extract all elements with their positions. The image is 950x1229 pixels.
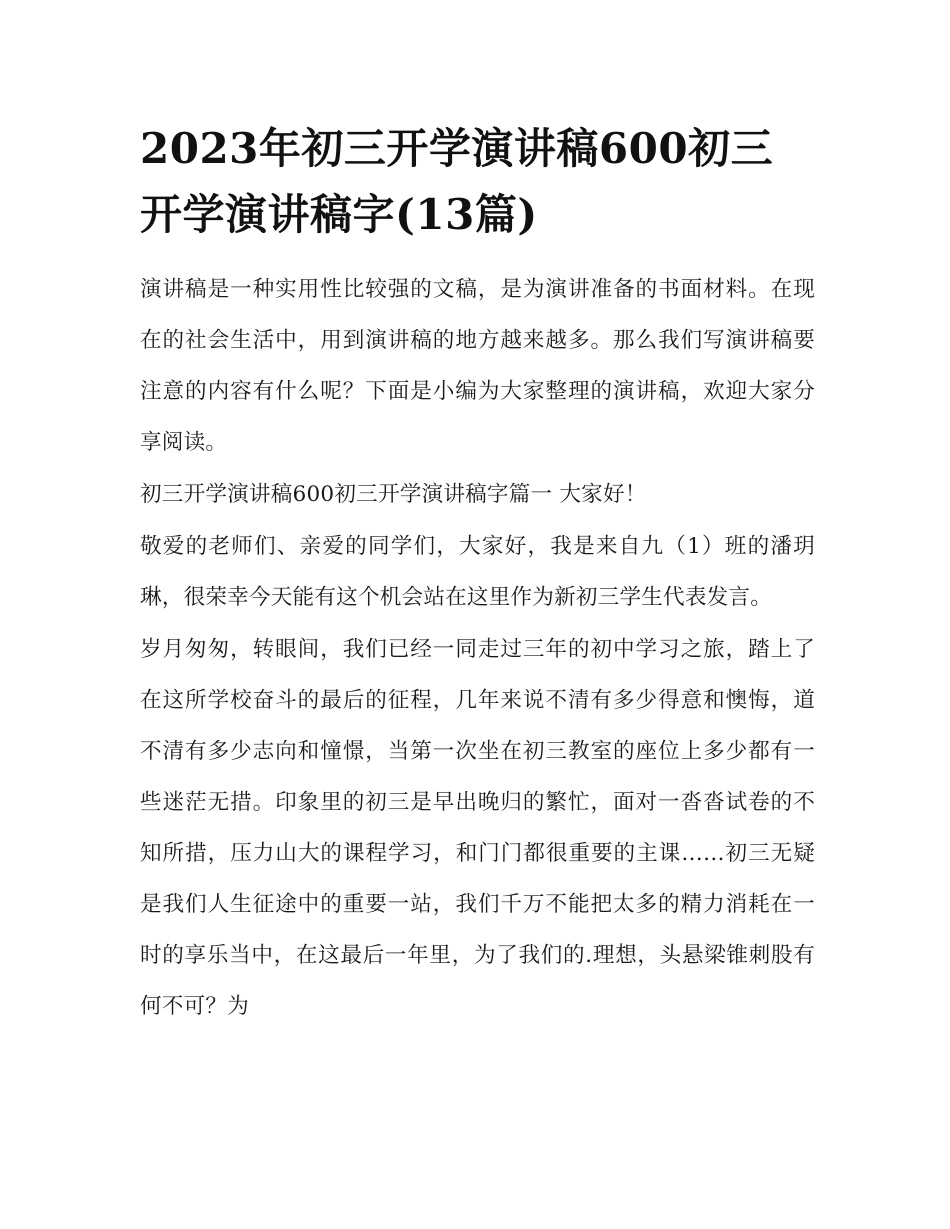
paragraph-section-heading: 初三开学演讲稿600初三开学演讲稿字篇一 大家好！ (140, 482, 647, 507)
paragraph-body: 岁月匆匆，转眼间，我们已经一同走过三年的初中学习之旅，踏上了在这所学校奋斗的最后的征程，几年来说不清有多少得意和懊悔，道不清有多少志向和憧憬，当第一次坐在初三教室的座位上多少都有一些迷茫无措。印象里的初三是早出晚归的繁忙，面对一沓沓试卷的不知所措，压力山大的课程学习，和门门都很重要的主课……初三无疑是我们人生征途中的重要一站，我们千万不能把太多的精力消耗在一时的享乐当中，在这最后一年里，为了我们的.理想，头悬梁锥刺股有何不可？为 (140, 637, 815, 1019)
document-title: 2023年初三开学演讲稿600初三开学演讲稿字(13篇) (140, 124, 774, 239)
document-body (140, 116, 815, 1033)
paragraph-greeting: 敬爱的老师们、亲爱的同学们，大家好，我是来自九（1）班的潘玥琳，很荣幸今天能有这个机会站在这里作为新初三学生代表发言。 (140, 534, 815, 610)
paragraph-intro: 演讲稿是一种实用性比较强的文稿，是为演讲准备的书面材料。在现在的社会生活中，用到演讲稿的地方越来越多。那么我们写演讲稿要注意的内容有什么呢？下面是小编为大家整理的演讲稿，欢迎大家分享阅读。 (140, 277, 815, 455)
